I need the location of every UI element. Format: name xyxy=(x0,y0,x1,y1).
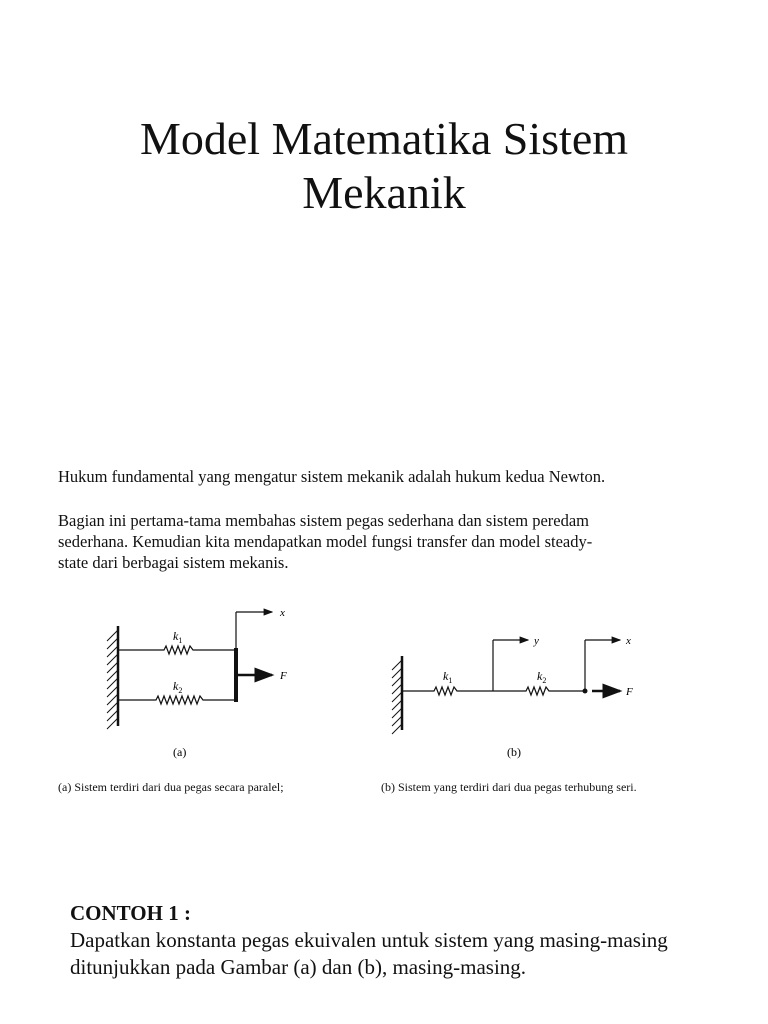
spring-k1 xyxy=(402,687,493,695)
title-line-1: Model Matematika Sistem xyxy=(139,113,629,164)
page-title xyxy=(0,112,768,220)
figure-a-tag: (a) xyxy=(173,745,187,759)
fixed-wall xyxy=(107,626,118,729)
example-section xyxy=(70,900,750,981)
parallel-spring-diagram xyxy=(96,600,306,765)
example-line-1: Dapatkan konstanta pegas ekuivalen untuk sistem yang masing-masing xyxy=(70,928,668,952)
k1-label: $k_1$ xyxy=(443,669,453,685)
spring-k1 xyxy=(118,646,236,654)
f-label: F xyxy=(280,670,287,682)
figure-b-tag: (b) xyxy=(507,745,521,759)
title-line-2: Mekanik xyxy=(302,167,466,218)
series-spring-diagram xyxy=(388,600,648,765)
x-label: x xyxy=(626,635,631,647)
spring-k2 xyxy=(118,696,236,704)
k2-label: $k_2$ xyxy=(537,669,547,685)
description-line-1: Bagian ini pertama-tama membahas sistem pegas sederhana dan sistem peredam xyxy=(58,511,590,530)
spring-k2 xyxy=(493,687,585,695)
f-label: F xyxy=(626,686,633,698)
caption-a: (a) Sistem terdiri dari dua pegas secara paralel; xyxy=(58,780,284,794)
x-label: x xyxy=(280,607,285,619)
example-line-2: ditunjukkan pada Gambar (a) dan (b), masing-masing. xyxy=(70,955,527,979)
k1-label: $k_1$ xyxy=(173,629,183,645)
k2-label: $k_2$ xyxy=(173,679,183,695)
description-line-2: sederhana. Kemudian kita mendapatkan model fungsi transfer dan model steady- xyxy=(58,532,593,551)
description-line-3: state dari berbagai sistem mekanis. xyxy=(58,553,289,572)
description-paragraph xyxy=(58,510,718,573)
fixed-wall xyxy=(392,656,402,734)
example-heading: CONTOH 1 : xyxy=(70,901,191,925)
caption-b: (b) Sistem yang terdiri dari dua pegas terhubung seri. xyxy=(381,780,637,794)
intro-paragraph: Hukum fundamental yang mengatur sistem mekanik adalah hukum kedua Newton. xyxy=(58,467,606,486)
y-label: y xyxy=(534,635,539,647)
